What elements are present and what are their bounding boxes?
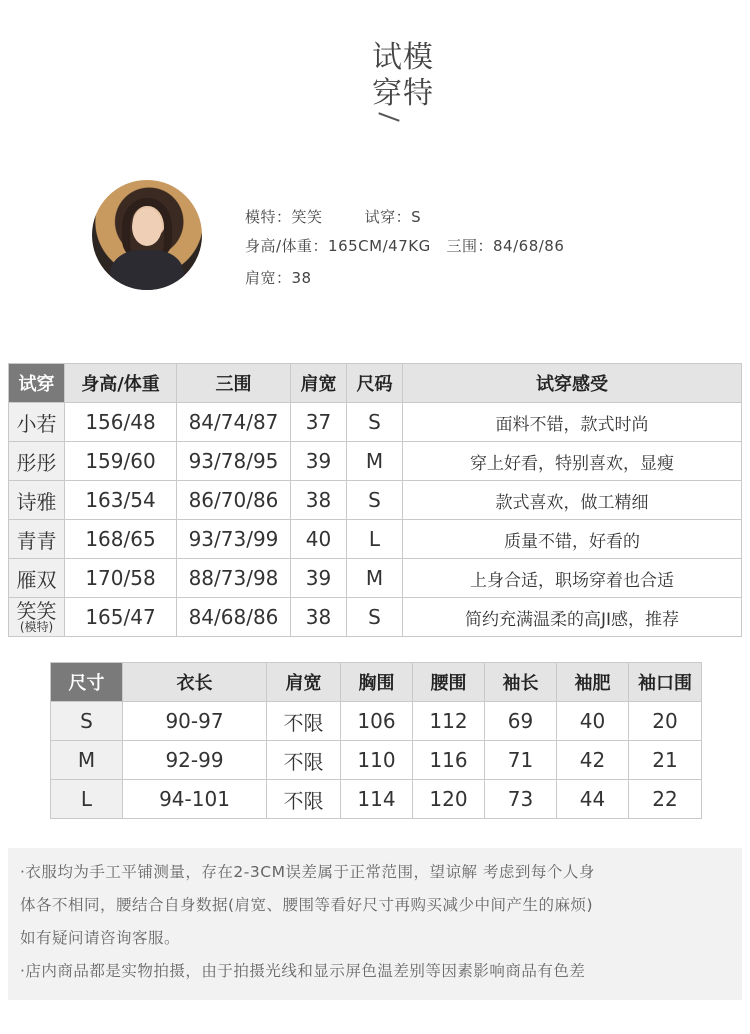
tryon-feel: 面料不错，款式时尚: [403, 403, 742, 442]
model-shoulder: 肩宽：38: [245, 269, 312, 287]
tryon-feel: 穿上好看，特别喜欢，显瘦: [403, 442, 742, 481]
note-line: 如有疑问请咨询客服。: [20, 929, 181, 947]
size-label: L: [51, 780, 123, 819]
tryon-feel: 上身合适，职场穿着也合适: [403, 559, 742, 598]
tryon-bwh: 86/70/86: [177, 481, 291, 520]
note-line: 体各不相同，腰结合自身数据(肩宽、腰围等看好尺寸再购买减少中间产生的麻烦): [20, 896, 594, 914]
tryon-hw: 163/54: [65, 481, 177, 520]
tryon-shoulder: 39: [291, 559, 347, 598]
size-sleeve-width: 44: [557, 780, 629, 819]
avatar-body: [110, 250, 184, 290]
size-sleeve: 69: [485, 702, 557, 741]
size-sleeve: 73: [485, 780, 557, 819]
size-sleeve-width: 42: [557, 741, 629, 780]
size-shoulder: 不限: [267, 702, 341, 741]
size-header-cell: 肩宽: [267, 663, 341, 702]
size-header-cell: 尺寸: [51, 663, 123, 702]
size-sleeve-width: 40: [557, 702, 629, 741]
model-info-row-1: [245, 206, 421, 227]
model-info-row-3: [245, 267, 312, 288]
tryon-header-cell: 尺码: [347, 364, 403, 403]
tryon-name: 雁双: [9, 559, 65, 598]
size-waist: 116: [413, 741, 485, 780]
tryon-hw: 165/47: [65, 598, 177, 637]
tryon-feel: 简约充满温柔的高JI感，推荐: [403, 598, 742, 637]
size-shoulder: 不限: [267, 780, 341, 819]
tryon-name: 小若: [9, 403, 65, 442]
tryon-size: S: [347, 598, 403, 637]
model-info-row-2: [245, 235, 564, 256]
tryon-shoulder: 38: [291, 598, 347, 637]
table-row: [9, 559, 742, 598]
tryon-size: L: [347, 520, 403, 559]
tryon-bwh: 88/73/98: [177, 559, 291, 598]
size-cuff: 22: [629, 780, 702, 819]
tryon-name-cell: [9, 598, 65, 637]
size-header-cell: 腰围: [413, 663, 485, 702]
table-row: [9, 442, 742, 481]
size-chest: 114: [341, 780, 413, 819]
tryon-header-cell: 肩宽: [291, 364, 347, 403]
size-length: 90-97: [123, 702, 267, 741]
tryon-size: S: [347, 403, 403, 442]
tryon-header-cell: 试穿感受: [403, 364, 742, 403]
tryon-shoulder: 40: [291, 520, 347, 559]
size-length: 92-99: [123, 741, 267, 780]
tryon-name: 诗雅: [9, 481, 65, 520]
tryon-size: M: [347, 559, 403, 598]
page-title: [372, 40, 452, 112]
model-name: 模特：笑笑: [245, 208, 323, 226]
table-row: [9, 481, 742, 520]
tryon-feel: 质量不错，好看的: [403, 520, 742, 559]
size-header-cell: 胸围: [341, 663, 413, 702]
tryon-name: 笑笑: [16, 599, 57, 623]
tryon-header-cell: 三围: [177, 364, 291, 403]
size-header-cell: 袖长: [485, 663, 557, 702]
tryon-hw: 159/60: [65, 442, 177, 481]
size-cuff: 20: [629, 702, 702, 741]
notes-box: [8, 848, 742, 1000]
note-line: ·衣服均为手工平铺测量，存在2-3CM误差属于正常范围，望谅解 考虑到每个人身: [20, 863, 595, 881]
avatar-face: [132, 208, 162, 246]
tryon-size: M: [347, 442, 403, 481]
model-height-weight: 身高/体重：165CM/47KG: [245, 237, 431, 255]
tryon-shoulder: 38: [291, 481, 347, 520]
title-line-2: 穿特: [372, 76, 434, 111]
size-waist: 120: [413, 780, 485, 819]
title-slash-decoration: [378, 112, 399, 121]
size-shoulder: 不限: [267, 741, 341, 780]
tryon-bwh: 93/73/99: [177, 520, 291, 559]
title-line-1: 试模: [372, 40, 434, 75]
size-table: [50, 662, 702, 819]
size-cuff: 21: [629, 741, 702, 780]
size-length: 94-101: [123, 780, 267, 819]
note-line: ·店内商品都是实物拍摄，由于拍摄光线和显示屏色温差别等因素影响商品有色差: [20, 962, 586, 980]
size-header-cell: 衣长: [123, 663, 267, 702]
tryon-hw: 168/65: [65, 520, 177, 559]
model-measurements: 三围：84/68/86: [446, 237, 565, 255]
tryon-bwh: 84/74/87: [177, 403, 291, 442]
tryon-header-cell: 试穿: [9, 364, 65, 403]
tryon-table: [8, 363, 742, 637]
size-chest: 110: [341, 741, 413, 780]
size-header-cell: 袖肥: [557, 663, 629, 702]
tryon-shoulder: 39: [291, 442, 347, 481]
tryon-hw: 170/58: [65, 559, 177, 598]
table-row: [9, 520, 742, 559]
table-row: [9, 598, 742, 637]
size-waist: 112: [413, 702, 485, 741]
table-row: [51, 780, 702, 819]
tryon-name-note: (模特): [19, 620, 54, 634]
size-label: M: [51, 741, 123, 780]
tryon-shoulder: 37: [291, 403, 347, 442]
model-tryon-size: 试穿：S: [364, 208, 422, 226]
tryon-name: 青青: [9, 520, 65, 559]
size-sleeve: 71: [485, 741, 557, 780]
model-avatar: [92, 180, 202, 290]
size-header-cell: 袖口围: [629, 663, 702, 702]
tryon-bwh: 93/78/95: [177, 442, 291, 481]
tryon-bwh: 84/68/86: [177, 598, 291, 637]
tryon-header-cell: 身高/体重: [65, 364, 177, 403]
tryon-name: 彤彤: [9, 442, 65, 481]
size-chest: 106: [341, 702, 413, 741]
table-row: [51, 741, 702, 780]
size-header-row: [51, 663, 702, 702]
size-label: S: [51, 702, 123, 741]
tryon-hw: 156/48: [65, 403, 177, 442]
tryon-header-row: [9, 364, 742, 403]
tryon-feel: 款式喜欢，做工精细: [403, 481, 742, 520]
table-row: [51, 702, 702, 741]
table-row: [9, 403, 742, 442]
tryon-size: S: [347, 481, 403, 520]
